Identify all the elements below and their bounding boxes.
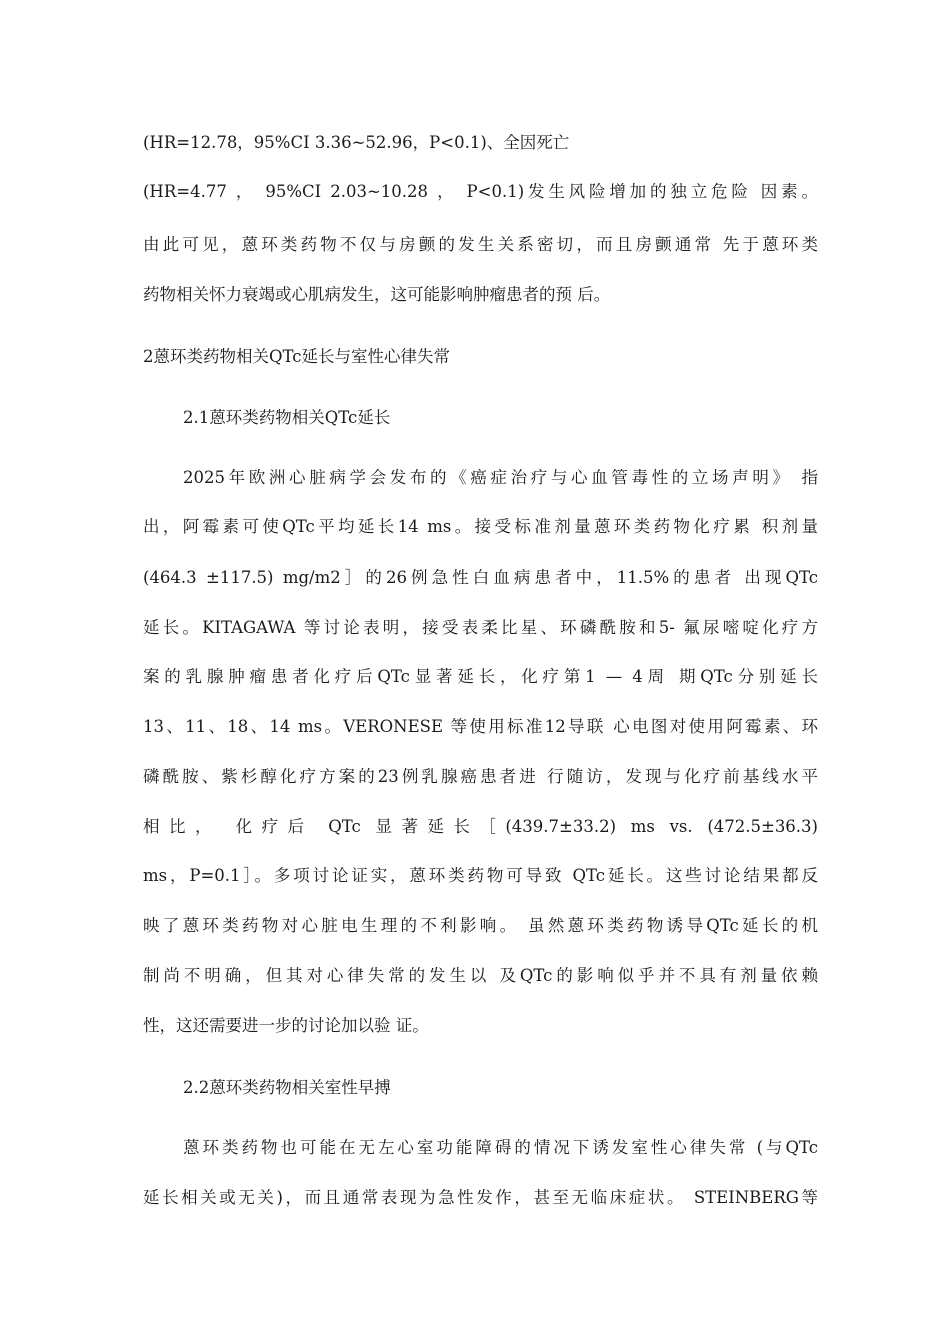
subsection-heading: 2.1蒽环类药物相关QTc延长 xyxy=(183,408,391,427)
text-line: (HR=4.77 ， 95%CI 2.03~10.28 ， P<0.1)发生风险增加的独立危险 因素。 xyxy=(143,182,818,201)
text-line: 药物相关怀力衰竭或心肌病发生，这可能影响肿瘤患者的预 后。 xyxy=(143,285,611,304)
text-line: 2025年欧洲心脏病学会发布的《癌症治疗与心血管毒性的立场声明》 指 xyxy=(183,468,818,487)
text-line: ms，P=0.1］。多项讨论证实，蒽环类药物可导致 QTc延长。这些讨论结果都反 xyxy=(143,866,818,885)
text-line: 案的乳腺肿瘤患者化疗后QTc显著延长，化疗第1 — 4周 期QTc分别延长 xyxy=(143,667,818,686)
text-line: 磷酰胺、紫杉醇化疗方案的23例乳腺癌患者进 行随访，发现与化疗前基线水平 xyxy=(143,767,818,786)
subsection-heading: 2.2蒽环类药物相关室性早搏 xyxy=(183,1078,391,1097)
text-line: 制尚不明确，但其对心律失常的发生以 及QTc的影响似乎并不具有剂量依赖 xyxy=(143,966,818,985)
text-line: 延长相关或无关)，而且通常表现为急性发作，甚至无临床症状。 STEINBERG等 xyxy=(143,1188,818,1207)
text-line: 相比， 化疗后 QTc 显著延长［(439.7±33.2) ms vs. (472.5±36.3) xyxy=(143,817,818,836)
text-line: 13、11、18、14 ms。VERONESE 等使用标准12导联 心电图对使用阿霉素、环 xyxy=(143,717,818,736)
text-line: (464.3 ±117.5) mg/m2］的26例急性白血病患者中，11.5%的患者 出现QTc xyxy=(143,568,818,587)
text-line: 蒽环类药物也可能在无左心室功能障碍的情况下诱发室性心律失常 (与QTc xyxy=(183,1138,818,1157)
text-line: 延长。KITAGAWA 等讨论表明，接受表柔比星、环磷酰胺和5- 氟尿嘧啶化疗方 xyxy=(143,618,818,637)
text-line: 映了蒽环类药物对心脏电生理的不利影响。 虽然蒽环类药物诱导QTc延长的机 xyxy=(143,916,818,935)
text-line: 由此可见，蒽环类药物不仅与房颤的发生关系密切，而且房颤通常 先于蒽环类 xyxy=(143,235,818,254)
text-line: (HR=12.78，95%CI 3.36~52.96，P<0.1)、全因死亡 xyxy=(143,133,570,152)
text-line: 出，阿霉素可使QTc平均延长14 ms。接受标准剂量蒽环类药物化疗累 积剂量 xyxy=(143,517,818,536)
text-line: 性，这还需要进一步的讨论加以验 证。 xyxy=(143,1016,429,1035)
section-heading: 2蒽环类药物相关QTc延长与室性心律失常 xyxy=(143,347,450,366)
